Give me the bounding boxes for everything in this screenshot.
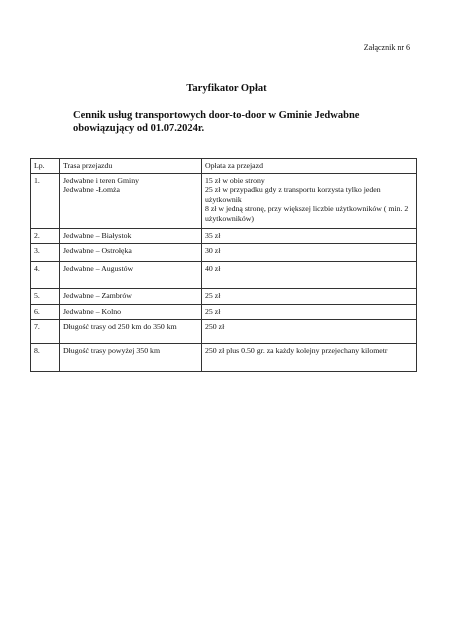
- row-route: Jedwabne – Kolno: [60, 304, 202, 319]
- row-route: Jedwabne – Białystok: [60, 228, 202, 243]
- row-lp: 2.: [31, 228, 60, 243]
- header-lp: Lp.: [31, 159, 60, 174]
- row-route: Długość trasy od 250 km do 350 km: [60, 319, 202, 343]
- row-price: 25 zł: [202, 304, 417, 319]
- row-price: 30 zł: [202, 243, 417, 261]
- table-row: [31, 243, 417, 261]
- header-route: Trasa przejazdu: [60, 159, 202, 174]
- price-line: 8 zł w jedną stronę, przy większej liczbie użytkowników ( min. 2 użytkowników): [205, 204, 409, 223]
- table-header-row: [31, 159, 417, 174]
- row-route: Jedwabne – Zambrów: [60, 288, 202, 304]
- table-row: [31, 228, 417, 243]
- row-route: Jedwabne – Augustów: [60, 261, 202, 288]
- route-line: Jedwabne i teren Gminy: [63, 175, 139, 185]
- table-row: [31, 343, 417, 371]
- table-row: [31, 173, 417, 228]
- row-price: [202, 173, 417, 228]
- row-lp: 8.: [31, 343, 60, 371]
- route-line: Jedwabne -Łomża: [63, 185, 120, 194]
- row-lp: 5.: [31, 288, 60, 304]
- table-row: [31, 319, 417, 343]
- table-row: [31, 304, 417, 319]
- row-price: 35 zł: [202, 228, 417, 243]
- table-row: [31, 261, 417, 288]
- header-price: Opłata za przejazd: [202, 159, 417, 174]
- row-route: Długość trasy powyżej 350 km: [60, 343, 202, 371]
- row-lp: 3.: [31, 243, 60, 261]
- row-price: 250 zł: [202, 319, 417, 343]
- row-lp: 7.: [31, 319, 60, 343]
- row-lp: 1.: [31, 173, 60, 228]
- price-line: 25 zł w przypadku gdy z transportu korzysta tylko jeden użytkownik: [205, 185, 381, 204]
- row-lp: 6.: [31, 304, 60, 319]
- row-price: 25 zł: [202, 288, 417, 304]
- row-lp: 4.: [31, 261, 60, 288]
- row-price: 40 zł: [202, 261, 417, 288]
- document-subtitle: Cennik usług transportowych door-to-door w Gminie Jedwabne obowiązujący od 01.07.2024r.: [73, 110, 360, 134]
- table-row: [31, 288, 417, 304]
- row-route: [60, 173, 202, 228]
- page-title: Taryfikator Opłat: [186, 83, 267, 94]
- tariff-table: [30, 158, 417, 372]
- row-route: Jedwabne – Ostrołęka: [60, 243, 202, 261]
- price-line: 15 zł w obie strony: [205, 175, 265, 185]
- annex-label: Załącznik nr 6: [363, 43, 410, 52]
- row-price: 250 zł plus 0.50 gr. za każdy kolejny przejechany kilometr: [202, 343, 417, 371]
